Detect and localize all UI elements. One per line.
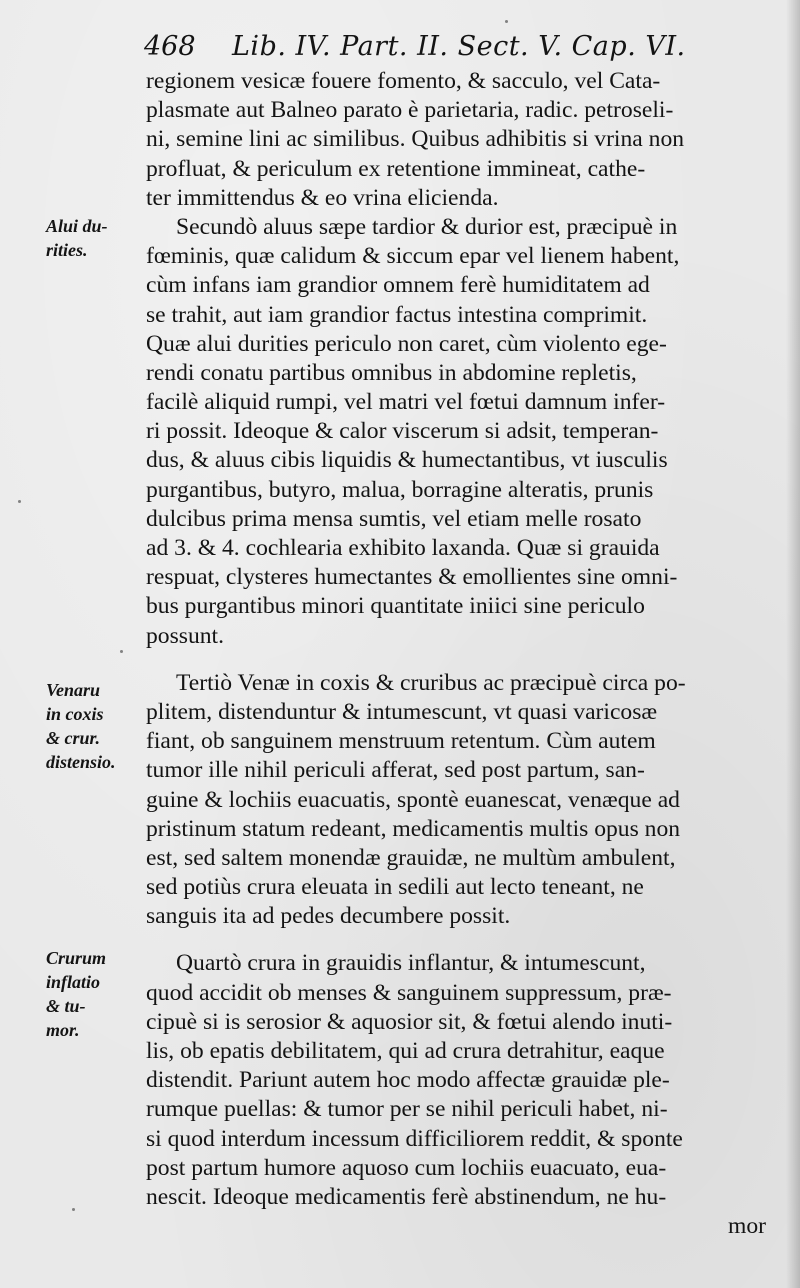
body-text <box>146 67 766 1241</box>
margin-note-venarum-distensio <box>46 678 146 774</box>
margin-note-line: inflatio <box>46 972 101 992</box>
margin-note-line: distensio. <box>46 752 116 772</box>
text-line: ni, semine lini ac similibus. Quibus adhibitis si vrina non <box>146 126 685 153</box>
paper-speck <box>72 1208 75 1211</box>
text-line: plasmate aut Balneo parato è parietaria, radic. petroseli- <box>146 97 674 124</box>
text-line: tumor ille nihil periculi afferat, sed post partum, san- <box>146 757 645 784</box>
text-line: cipuè si is serosior & aquosior sit, & fœtui alendo inuti- <box>146 1008 673 1035</box>
paper-speck <box>505 20 508 23</box>
margin-note-line: in coxis <box>46 704 104 724</box>
text-line: ri possit. Ideoque & calor viscerum si adsit, temperan- <box>146 418 659 445</box>
text-line: sed potiùs crura eleuata in sedili aut lecto teneant, ne <box>146 874 644 901</box>
paper-speck <box>18 500 21 503</box>
margin-note-line: Crurum <box>46 948 107 968</box>
text-line: se trahit, aut iam grandior factus intestina comprimit. <box>146 301 648 328</box>
text-line: est, sed saltem monendæ grauidæ, ne multùm ambulent, <box>146 844 676 871</box>
paragraph-continued <box>146 698 766 932</box>
text-line: rendi conatu partibus omnibus in abdomine repletis, <box>146 359 637 386</box>
paragraph <box>146 213 766 242</box>
margin-note-line: & tu- <box>46 996 86 1016</box>
text-line: possunt. <box>146 622 225 649</box>
text-line: lis, ob epatis debilitatem, qui ad crura detrahitur, eaque <box>146 1038 665 1064</box>
text-line: regionem vesicæ fouere fomento, & sacculo, vel Cata- <box>146 68 661 94</box>
margin-note-line: Alui du- <box>46 216 108 236</box>
page-number: 468 <box>144 31 196 62</box>
text-line: fœminis, quæ calidum & siccum epar vel lienem habent, <box>146 243 680 270</box>
margin-note-line: mor. <box>46 1020 80 1040</box>
page-header <box>140 26 780 66</box>
margin-note-line: & crur. <box>46 728 101 748</box>
text-line: rumque puellas: & tumor per se nihil periculi habet, ni- <box>146 1096 668 1123</box>
text-line: Quartò crura in grauidis inflantur, & intumescunt, <box>176 950 646 977</box>
text-line: sanguis ita ad pedes decumbere possit. <box>146 903 511 930</box>
text-line: dus, & aluus cibis liquidis & humectantibus, vt iusculis <box>146 447 668 474</box>
text-line: post partum humore aquoso cum lochiis euacuato, eua- <box>146 1154 667 1181</box>
text-line: profluat, & periculum ex retentione immineat, cathe- <box>146 155 646 182</box>
paragraph-gap <box>146 651 766 669</box>
text-line: bus purgantibus minori quantitate iniici sine periculo <box>146 593 645 620</box>
text-line: fiant, ob sanguinem menstruum retentum. Cùm autem <box>146 728 656 755</box>
text-line: dulcibus prima mensa sumtis, vel etiam melle rosato <box>146 505 642 532</box>
paragraph <box>146 949 766 978</box>
text-line: Secundò aluus sæpe tardior & durior est, præcipuè in <box>176 213 678 240</box>
running-head: Lib. IV. Part. II. Sect. V. Cap. VI. <box>232 31 686 62</box>
text-line: respuat, clysteres humectantes & emollientes sine omni- <box>146 564 678 591</box>
text-line: Quæ alui durities periculo non caret, cùm violento ege- <box>146 330 667 357</box>
text-line: pristinum statum redeant, medicamentis multis opus non <box>146 815 681 842</box>
margin-note-crurum-inflatio <box>46 946 146 1042</box>
text-line: si quod interdum incessum difficiliorem reddit, & sponte <box>146 1125 683 1152</box>
text-line: Tertiò Venæ in coxis & cruribus ac præcipuè circa po- <box>176 669 686 696</box>
text-line: nescit. Ideoque medicamentis ferè abstinendum, ne hu- <box>146 1183 667 1210</box>
page-edge-shadow <box>786 0 800 1288</box>
paragraph <box>146 67 766 213</box>
paragraph-continued <box>146 979 766 1242</box>
text-line: ter immittendus & eo vrina elicienda. <box>146 184 499 211</box>
text-line: distendit. Pariunt autem hoc modo affectæ grauidæ ple- <box>146 1067 670 1094</box>
paper-speck <box>120 650 123 653</box>
paragraph-gap <box>146 931 766 949</box>
text-line: facilè aliquid rumpi, vel matri vel fœtui damnum infer- <box>146 389 666 416</box>
paragraph-continued <box>146 242 766 651</box>
margin-note-alui-durities <box>46 214 146 262</box>
text-line: ad 3. & 4. cochlearia exhibito laxanda. Quæ si grauida <box>146 535 660 561</box>
text-line: cùm infans iam grandior omnem ferè humiditatem ad <box>146 272 650 299</box>
text-line: mor <box>727 1213 766 1240</box>
text-line: purgantibus, butyro, malua, borragine alteratis, prunis <box>146 476 654 503</box>
margin-note-line: rities. <box>46 240 88 260</box>
paragraph <box>146 669 766 698</box>
text-line: quod accidit ob menses & sanguinem suppressum, præ- <box>146 979 672 1006</box>
text-line: plitem, distenduntur & intumescunt, vt quasi varicosæ <box>146 698 658 725</box>
text-line: guine & lochiis euacuatis, spontè euanescat, venæque ad <box>146 786 680 813</box>
margin-note-line: Venaru <box>46 680 101 700</box>
